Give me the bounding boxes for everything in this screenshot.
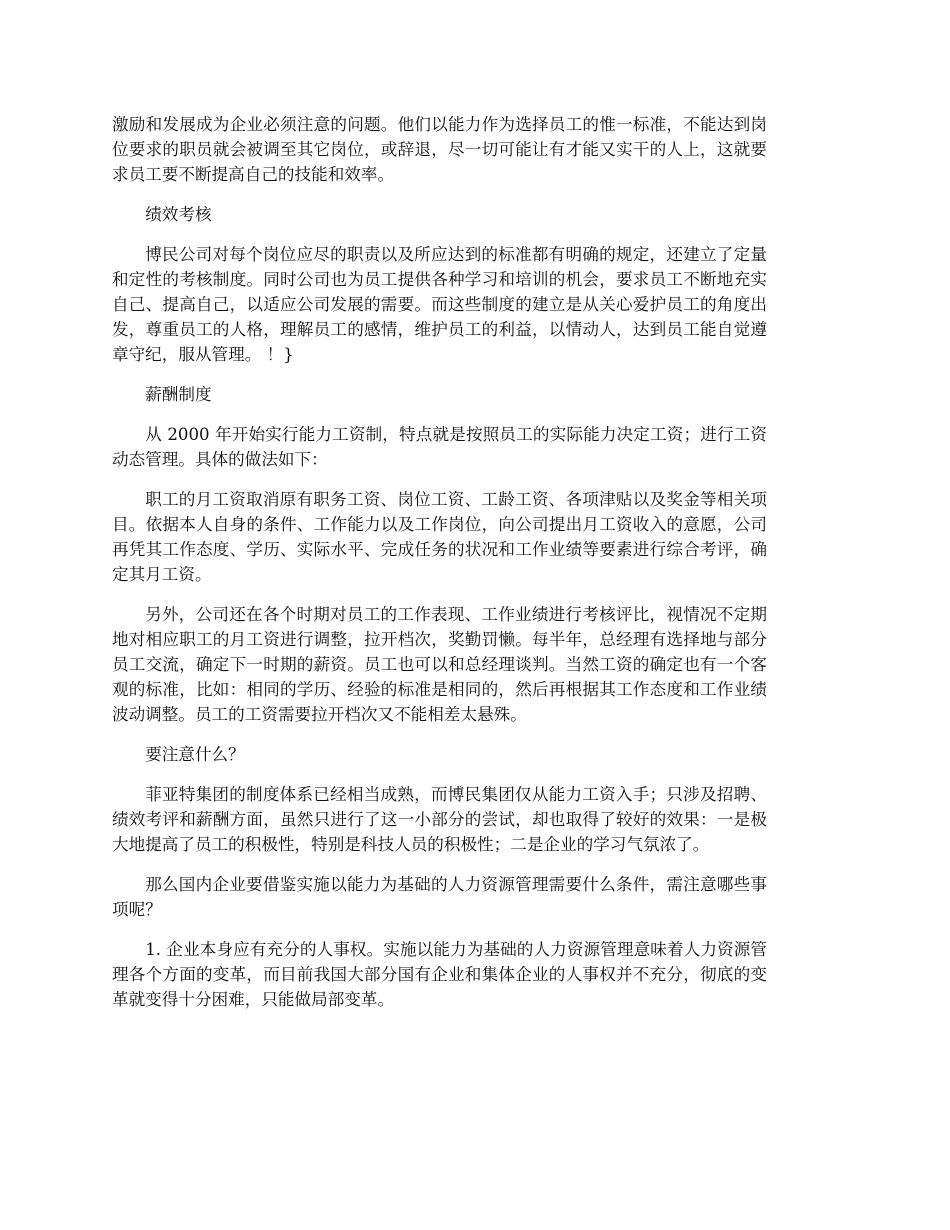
paragraph-intro: 激励和发展成为企业必须注意的问题。他们以能力作为选择员工的惟一标准，不能达到岗位要求的职员就会被调至其它岗位，或辞退，尽一切可能让有才能又实干的人上，这就要求员工要不断提高自己的技能和效率。 (112, 115, 767, 184)
paragraph-performance: 博民公司对每个岗位应尽的职责以及所应达到的标准都有明确的规定，还建立了定量和定性的考核制度。同时公司也为员工提供各种学习和培训的机会，要求员工不断地充实自己、提高自己，以适应公司发展的需要。而这些制度的建立是从关心爱护员工的角度出发，尊重员工的人格，理解员工的感情，维护员工的利益，以情动人，达到员工能自觉遵章守纪，服从管理。 ！} (112, 245, 767, 364)
paragraph-salary-intro: 从 2000 年开始实行能力工资制，特点就是按照员工的实际能力决定工资；进行工资动态管理。具体的做法如下： (112, 425, 767, 469)
paragraph-question: 那么国内企业要借鉴实施以能力为基础的人力资源管理需要什么条件，需注意哪些事项呢？ (112, 875, 767, 919)
paragraph-point-1: 1. 企业本身应有充分的人事权。实施以能力为基础的人力资源管理意味着人力资源管理各个方面的变革，而目前我国大部分国有企业和集体企业的人事权并不充分，彻底的变革就变得十分困难，只能做局部变革。 (112, 940, 767, 1009)
paragraph-salary-method: 职工的月工资取消原有职务工资、岗位工资、工龄工资、各项津贴以及奖金等相关项目。依据本人自身的条件、工作能力以及工作岗位，向公司提出月工资收入的意愿，公司再凭其工作态度、学历、实际水平、完成任务的状况和工作业绩等要素进行综合考评，确定其月工资。 (112, 490, 767, 584)
section-heading-salary: 薪酬制度 (145, 385, 212, 404)
document-body (112, 112, 767, 1027)
paragraph-salary-adjust: 另外，公司还在各个时期对员工的工作表现、工作业绩进行考核评比，视情况不定期地对相应职工的月工资进行调整，拉开档次，奖勤罚懒。每半年，总经理有选择地与部分员工交流，确定下一时期的薪资。员工也可以和总经理谈判。当然工资的确定也有一个客观的标准，比如：相同的学历、经验的标准是相同的，然后再根据其工作态度和工作业绩波动调整。员工的工资需要拉开档次又不能相差太悬殊。 (112, 605, 767, 724)
section-heading-performance: 绩效考核 (145, 205, 212, 224)
paragraph-comparison: 菲亚特集团的制度体系已经相当成熟，而博民集团仅从能力工资入手；只涉及招聘、绩效考评和薪酬方面，虽然只进行了这一小部分的尝试，却也取得了较好的效果：一是极大地提高了员工的积极性，特别是科技人员的积极性；二是企业的学习气氛浓了。 (112, 785, 767, 854)
section-heading-notes: 要注意什么？ (145, 745, 245, 764)
